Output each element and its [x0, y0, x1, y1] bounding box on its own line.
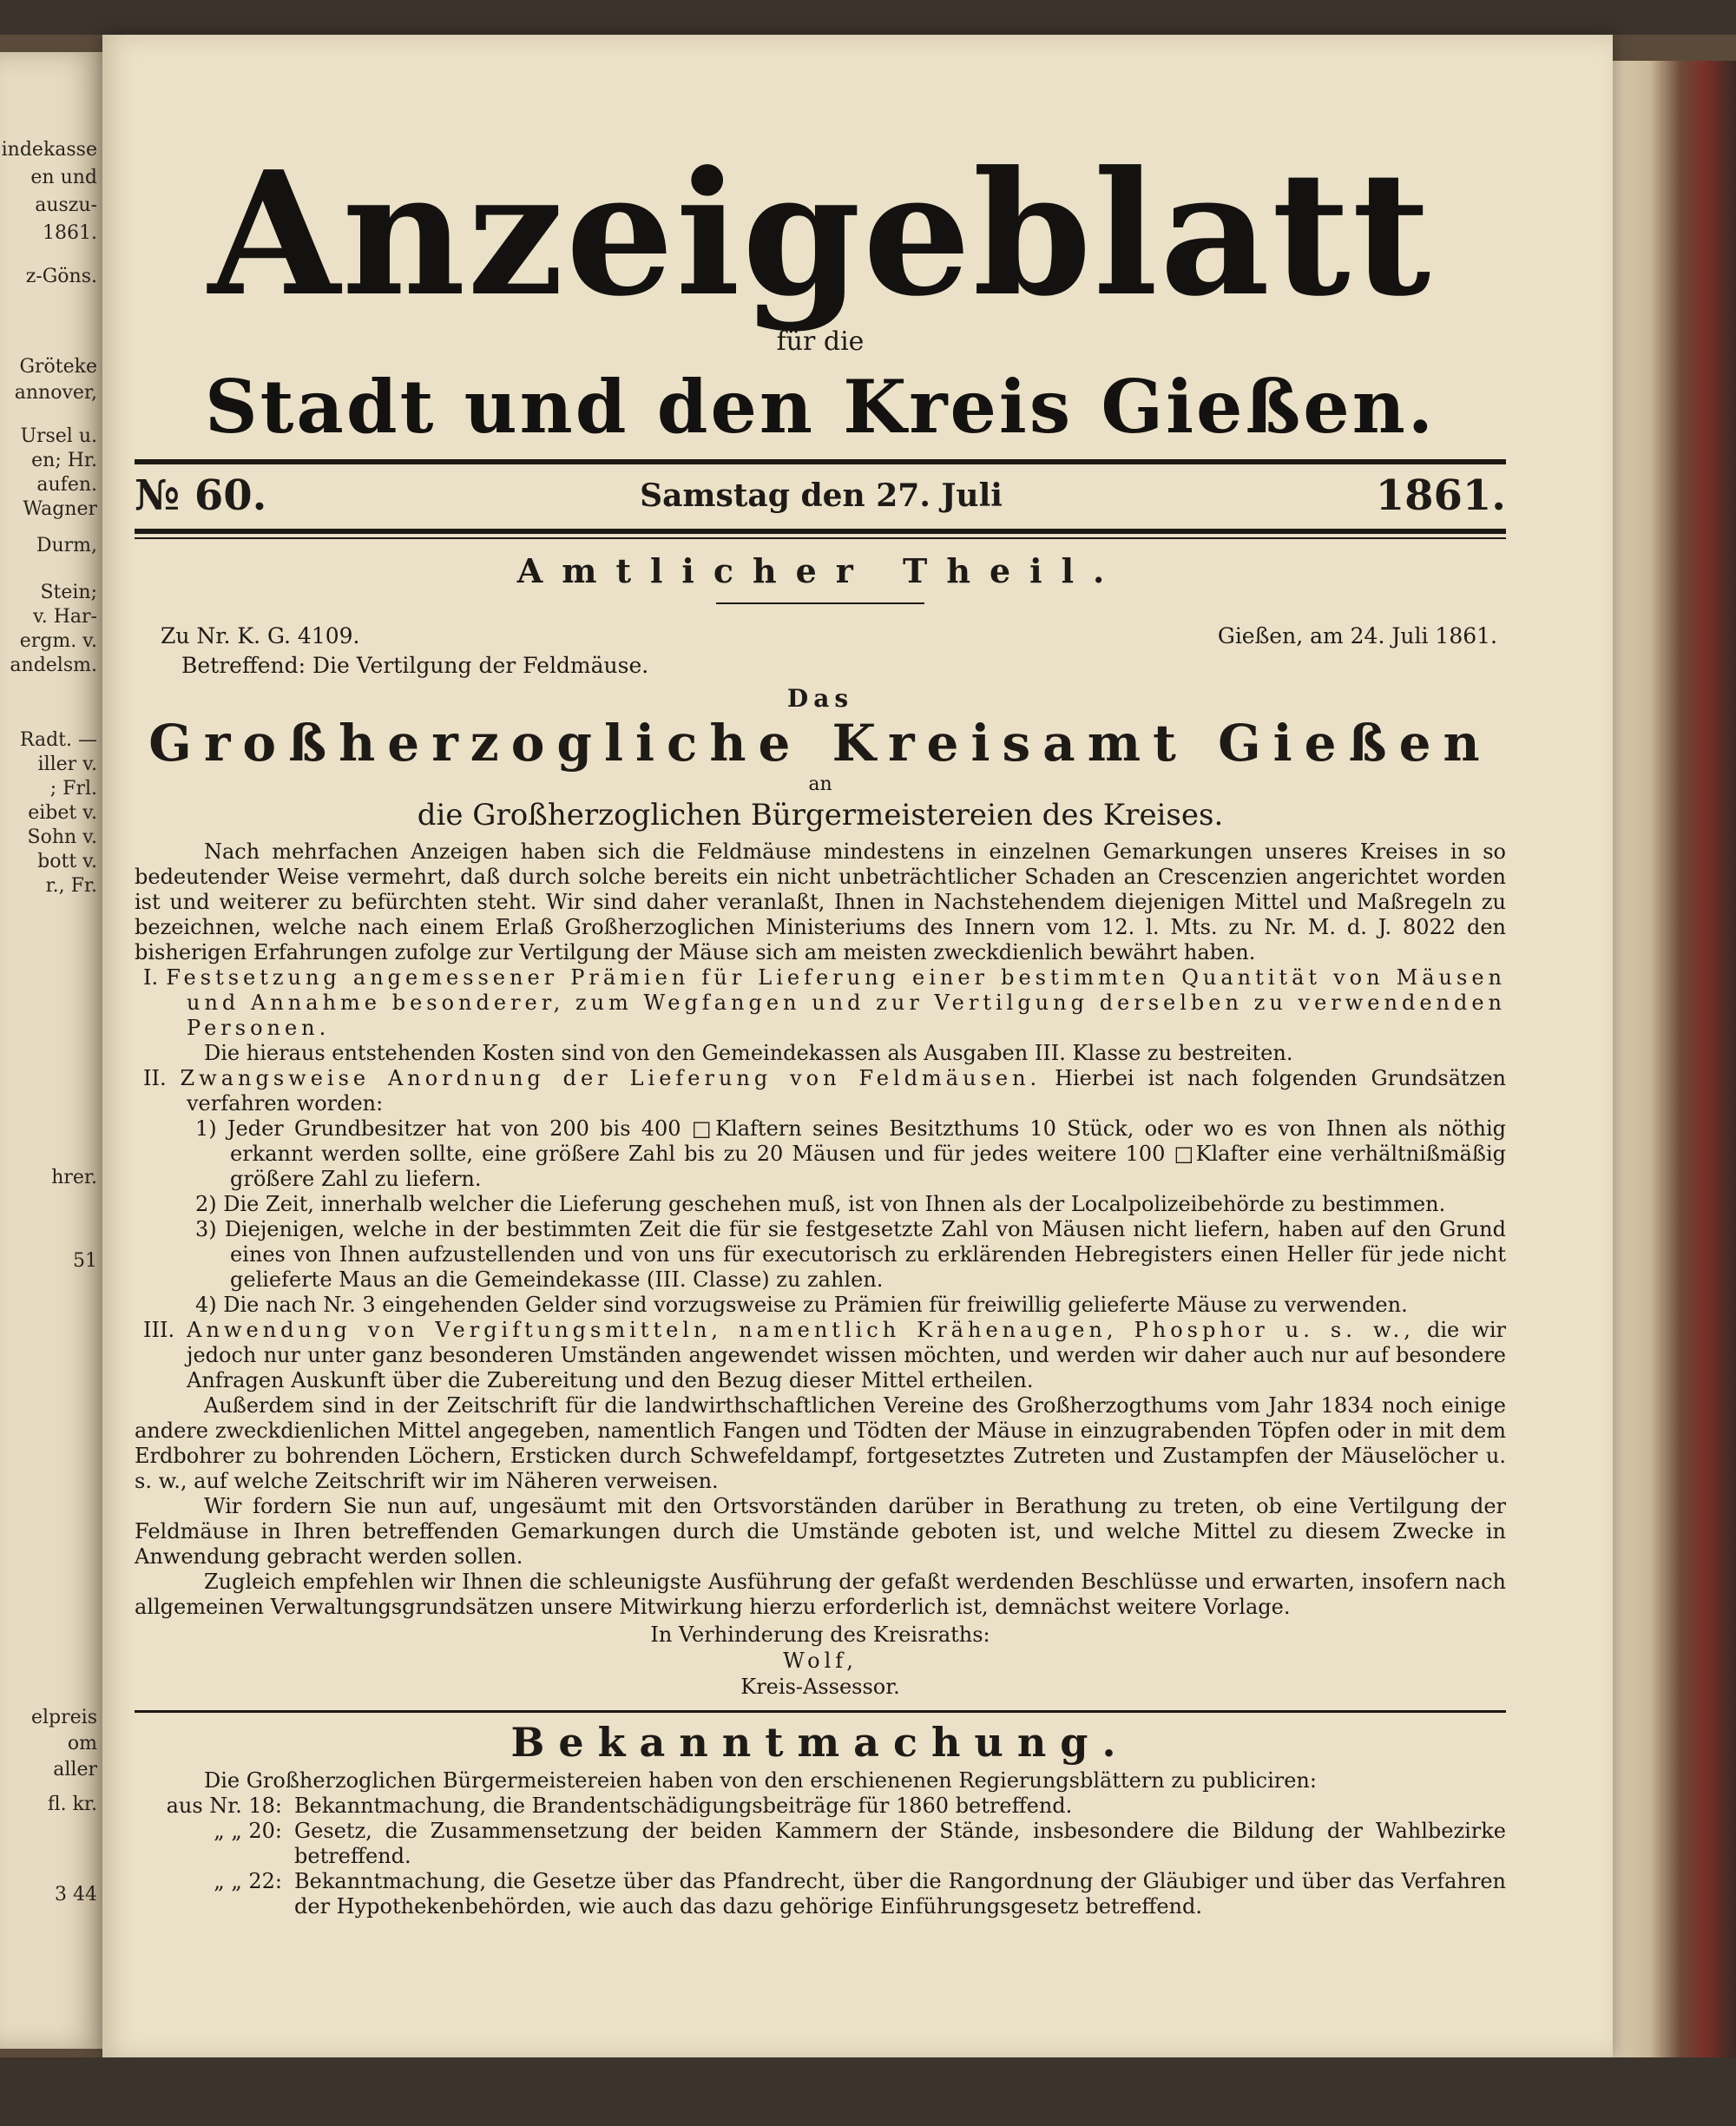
list-item [135, 1819, 1506, 1869]
left-fragment: aller [53, 1759, 97, 1780]
left-fragment: hrer. [51, 1167, 97, 1188]
left-fragment: 51 [73, 1250, 97, 1272]
left-fragment: auszu- [35, 194, 97, 216]
rule-4: 4) Die nach Nr. 3 eingehenden Gelder sind vorzugsweise zu Prämien für freiwillig gelieferte Mäuse zu verwenden. [195, 1293, 1408, 1317]
section-iii-number: III. [143, 1318, 175, 1342]
left-fragment: iller v. [37, 754, 97, 775]
left-fragment: 3 44 [55, 1884, 97, 1906]
left-fragment: Gröteke [19, 356, 97, 378]
left-fragment: ; Frl. [49, 778, 97, 800]
book-spine [1613, 61, 1736, 2057]
subject-line: Betreffend: Die Vertilgung der Feldmäuse. [181, 653, 649, 678]
section-divider [716, 602, 924, 604]
item-text: Bekanntmachung, die Brandentschädigungsbeiträge für 1860 betreffend. [294, 1794, 1073, 1818]
left-fragment: om [67, 1733, 97, 1754]
bekanntmachung-title: Bekanntmachung. [510, 1719, 1130, 1766]
reference-line [135, 622, 1506, 651]
authority-heading: Großherzogliche Kreisamt Gießen [148, 714, 1492, 773]
official-body [135, 839, 1506, 1620]
left-fragment: eibet v. [28, 802, 97, 824]
left-fragment: Ursel u. [20, 425, 97, 447]
left-fragment: en; Hr. [31, 450, 97, 471]
page-content [135, 130, 1506, 1919]
left-fragment: indekasse [1, 139, 97, 161]
an-line: an [808, 773, 832, 795]
masthead-subtitle: Stadt und den Kreis Gießen. [204, 364, 1437, 450]
bekanntmachung-rule [135, 1710, 1506, 1713]
left-fragment: Radt. — [19, 729, 97, 751]
masthead-title: Anzeigeblatt [207, 135, 1433, 334]
left-page-fragment [0, 52, 102, 2049]
section-ii-rest: Hierbei ist nach folgenden Grundsätzen verfahren worden: [187, 1066, 1506, 1116]
section-i-text: Festsetzung angemessener Prämien für Lieferung einer bestimmten Quantität von Mäusen und Annahme besonderer, zum Wegfangen und zur Vertilgung derselben zu verwendenden Personen. [166, 965, 1506, 1040]
item-text: Gesetz, die Zusammensetzung der beiden Kammern der Stände, insbesondere die Bildung der Wahlbezirke betreffend. [294, 1819, 1506, 1868]
left-fragment: z-Göns. [25, 266, 97, 287]
left-fragment: Durm, [36, 535, 97, 556]
section-title: Amtlicher Theil. [516, 551, 1124, 590]
section-iii-rest: die wir jedoch nur unter ganz besonderen Umständen angewendet wissen möchten, und werden wir daher auch nur auf besondere Anfragen Auskunft über die Zubereitung und den Bezug dieser Mittel ertheilen. [187, 1318, 1506, 1392]
left-fragment: v. Har- [32, 606, 97, 628]
section-ii-lead: Zwangsweise Anordnung der Lieferung von Feldmäusen. [180, 1066, 1042, 1090]
signature-block [135, 1622, 1506, 1700]
reference-number: Zu Nr. K. G. 4109. [161, 623, 360, 648]
bekanntmachung-body [135, 1768, 1506, 1919]
rule-1: 1) Jeder Grundbesitzer hat von 200 bis 400 □Klaftern seines Besitzthums 10 Stück, oder wo es von Ihnen als nöthig erkannt werden sollte, eine größere Zahl bis zu 20 Mäusen und für jedes weitere 100 □Klafter eine verhältnißmäßig größere Zahl zu liefern. [195, 1116, 1506, 1191]
item-text: Bekanntmachung, die Gesetze über das Pfandrecht, über die Rangordnung der Gläubiger und über das Verfahren der Hypothekenbehörden, wie auch das dazu gehörige Einführungsgesetz betreffend. [294, 1869, 1506, 1919]
rule-3: 3) Diejenigen, welche in der bestimmten Zeit die für sie festgesetzte Zahl von Mäusen nicht liefern, haben auf den Grund eines von Ihnen aufzustellenden und von uns für executorisch zu erklärenden Hebregisters einen Heller für jede nicht gelieferte Maus an die Gemeindekasse (III. Classe) zu zahlen. [195, 1217, 1506, 1292]
item-label: „ „ 20: [214, 1819, 282, 1843]
bekanntmachung-intro: Die Großherzoglichen Bürgermeistereien haben von den erschienenen Regierungsblättern zu publiciren: [204, 1768, 1317, 1793]
list-item [135, 1869, 1506, 1919]
section-ii [135, 1066, 1506, 1116]
list-item [135, 1794, 1506, 1819]
section-ii-number: II. [143, 1066, 167, 1090]
left-fragment: aufen. [36, 474, 97, 496]
rule-2: 2) Die Zeit, innerhalb welcher die Lieferung geschehen muß, ist von Ihnen als der Localpolizeibehörde zu bestimmen. [195, 1192, 1446, 1216]
recipients-heading: die Großherzoglichen Bürgermeistereien des Kreises. [417, 798, 1224, 833]
left-fragment: bott v. [37, 851, 97, 872]
section-iii [135, 1318, 1506, 1393]
left-fragment: fl. kr. [47, 1794, 97, 1815]
left-fragment: en und [30, 167, 97, 188]
item-label: aus Nr. 18: [166, 1794, 282, 1818]
masthead-rule [135, 459, 1506, 464]
dateline-rule-thin [135, 537, 1506, 539]
left-fragment: 1861. [43, 222, 97, 244]
paragraph-ausserdem: Außerdem sind in der Zeitschrift für die landwirthschaftlichen Vereine des Großherzogthums vom Jahr 1834 noch einige andere zweckdienlichen Mittel angegeben, namentlich Fangen und Tödten der Mäuse in einzugrabenden Töpfen oder in mit dem Erdbohrer zu bohrenden Löchern, Ersticken durch Schwefeldampf, fortgesetztes Zutreten und Zustampfen der Mäuselöcher u. s. w., auf welche Zeitschrift wir im Näheren verweisen. [135, 1393, 1506, 1493]
left-fragment: ergm. v. [19, 630, 97, 652]
signature-name: Wolf, [783, 1649, 858, 1673]
section-i-note: Die hieraus entstehenden Kosten sind von den Gemeindekassen als Ausgaben III. Klasse zu bestreiten. [204, 1041, 1293, 1065]
bottom-dark-edge [0, 2057, 1736, 2126]
dateline-rule [135, 529, 1506, 534]
section-iii-lead: Anwendung von Vergiftungsmitteln, namentlich Krähenaugen, Phosphor u. s. w., [187, 1318, 1415, 1342]
left-fragment: Stein; [40, 582, 97, 603]
issue-dateline [135, 471, 1506, 520]
intro-paragraph: Nach mehrfachen Anzeigen haben sich die Feldmäuse mindestens in einzelnen Gemarkungen unseres Kreises in so bedeutender Weise vermehrt, daß durch solche bereits ein nicht unbeträchtlicher Schaden an Crescenzien angerichtet worden ist und weiterer zu befürchten steht. Wir sind daher veranlaßt, Ihnen in Nachstehendem diejenigen Mittel und Maßregeln zu bezeichnen, welche nach einem Erlaß Großherzoglichen Ministeriums des Innern vom 12. l. Mts. zu Nr. M. d. J. 8022 den bisherigen Erfahrungen zufolge zur Vertilgung der Mäuse sich am meisten zweckdienlich bewährt haben. [135, 839, 1506, 964]
das-heading: Das [786, 684, 854, 713]
top-dark-edge [0, 0, 1736, 35]
signature-deputy-line: In Verhinderung des Kreisraths: [650, 1622, 990, 1647]
left-fragment: elpreis [30, 1707, 97, 1728]
paragraph-fordern: Wir fordern Sie nun auf, ungesäumt mit den Ortsvorständen darüber in Berathung zu treten, ob eine Vertilgung der Feldmäuse in Ihren betreffenden Gemarkungen durch die Umstände geboten ist, und welche Mittel zu diesem Zwecke in Anwendung gebracht werden sollen. [135, 1494, 1506, 1569]
place-date: Gießen, am 24. Juli 1861. [1217, 623, 1497, 648]
issue-year: 1861. [1375, 471, 1506, 520]
section-i-number: I. [143, 965, 159, 990]
left-fragment: annover, [14, 382, 97, 404]
left-fragment: Sohn v. [27, 826, 97, 848]
paragraph-zugleich: Zugleich empfehlen wir Ihnen die schleunigste Ausführung der gefaßt werdenden Beschlüsse und erwarten, insofern nach allgemeinen Verwaltungsgrundsätzen unsere Mitwirkung hierzu erforderlich ist, demnächst weitere Vorlage. [135, 1570, 1506, 1619]
issue-number: № 60. [135, 471, 267, 520]
signature-title: Kreis-Assessor. [740, 1675, 900, 1699]
left-fragment: andelsm. [10, 655, 97, 676]
section-i [135, 965, 1506, 1041]
left-fragment: r., Fr. [45, 875, 97, 897]
issue-date: Samstag den 27. Juli [640, 477, 1003, 514]
masthead [135, 135, 1506, 451]
item-label: „ „ 22: [214, 1869, 282, 1893]
left-fragment: Wagner [23, 498, 97, 520]
masthead-fuer: für die [776, 326, 865, 357]
